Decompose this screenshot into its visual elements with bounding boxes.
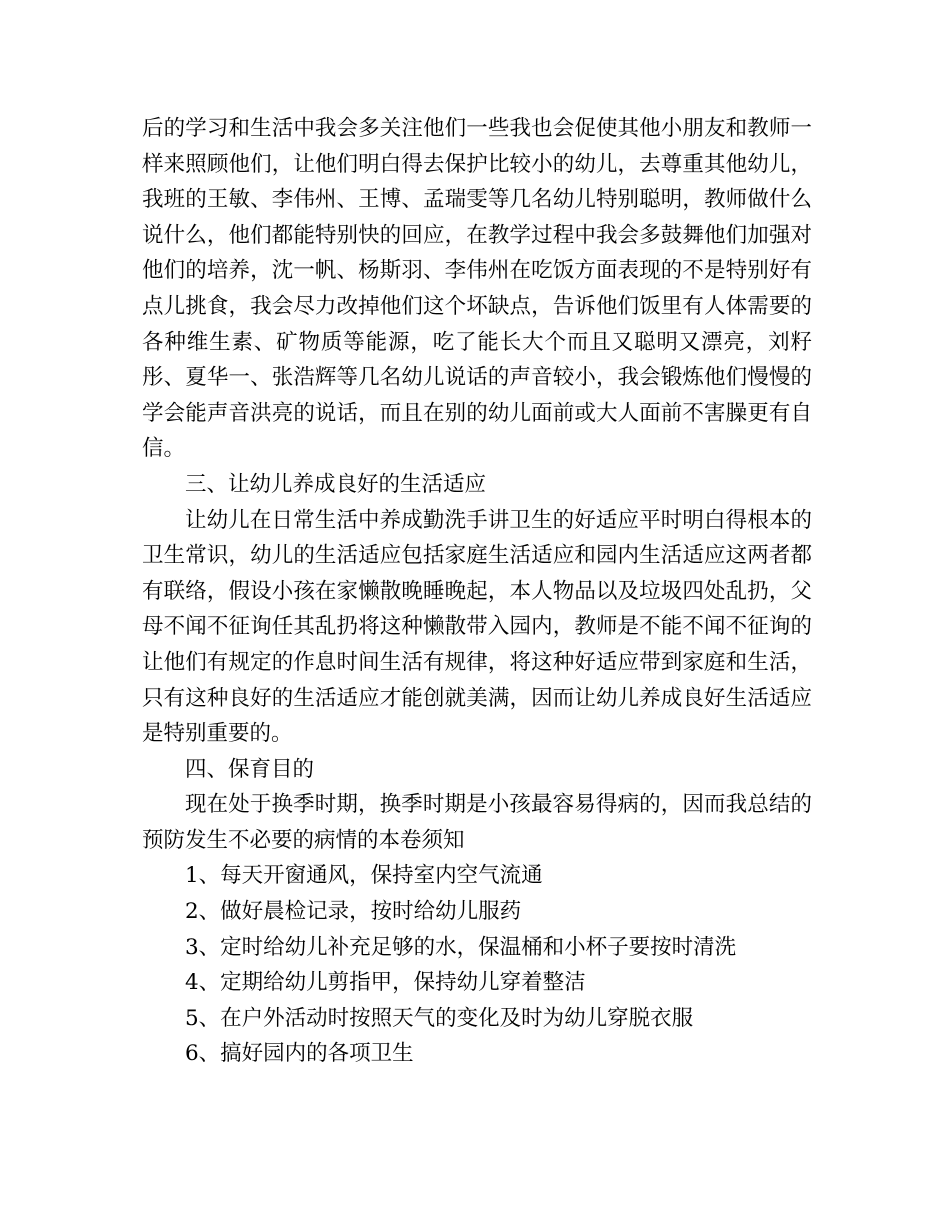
list-item: 2、做好晨检记录，按时给幼儿服药 [185, 899, 522, 925]
section-heading-living-habits: 三、让幼儿养成良好的生活适应 [185, 471, 487, 497]
list-item: 1、每天开窗通风，保持室内空气流通 [185, 863, 543, 889]
paragraph-season-change: 现在处于换季时期，换季时期是小孩最容易得病的，因而我总结的预防发生不必要的病情的本卷须知 [142, 792, 812, 853]
document-body [142, 111, 812, 1072]
list-item: 5、在户外活动时按照天气的变化及时为幼儿穿脱衣服 [185, 1005, 694, 1031]
section-heading-care-goals: 四、保育目的 [185, 756, 315, 782]
paragraph-children-care: 后的学习和生活中我会多关注他们一些我也会促使其他小朋友和教师一样来照顾他们，让他们明白得去保护比较小的幼儿，去尊重其他幼儿，我班的王敏、李伟州、王博、孟瑞雯等几名幼儿特别聪明，教师做什么说什么，他们都能特别快的回应，在教学过程中我会多鼓舞他们加强对他们的培养，沈一帆、杨斯羽、李伟州在吃饭方面表现的不是特别好有点儿挑食，我会尽力改掉他们这个坏缺点，告诉他们饭里有人体需要的各种维生素、矿物质等能源，吃了能长大个而且又聪明又漂亮，刘籽彤、夏华一、张浩辉等几名幼儿说话的声音较小，我会锻炼他们慢慢的学会能声音洪亮的说话，而且在别的幼儿面前或大人面前不害臊更有自信。 [142, 116, 812, 462]
list-item: 6、搞好园内的各项卫生 [185, 1041, 414, 1067]
list-item: 4、定期给幼儿剪指甲，保持幼儿穿着整洁 [185, 970, 586, 996]
list-item: 3、定时给幼儿补充足够的水，保温桶和小杯子要按时清洗 [185, 934, 737, 960]
paragraph-living-habits: 让幼儿在日常生活中养成勤洗手讲卫生的好适应平时明白得根本的卫生常识，幼儿的生活适应包括家庭生活适应和园内生活适应这两者都有联络，假设小孩在家懒散晚睡晚起，本人物品以及垃圾四处乱扔，父母不闻不征询任其乱扔将这种懒散带入园内，教师是不能不闻不征询的让他们有规定的作息时间生活有规律，将这种好适应带到家庭和生活，只有这种良好的生活适应才能创就美满，因而让幼儿养成良好生活适应是特别重要的。 [142, 507, 812, 747]
